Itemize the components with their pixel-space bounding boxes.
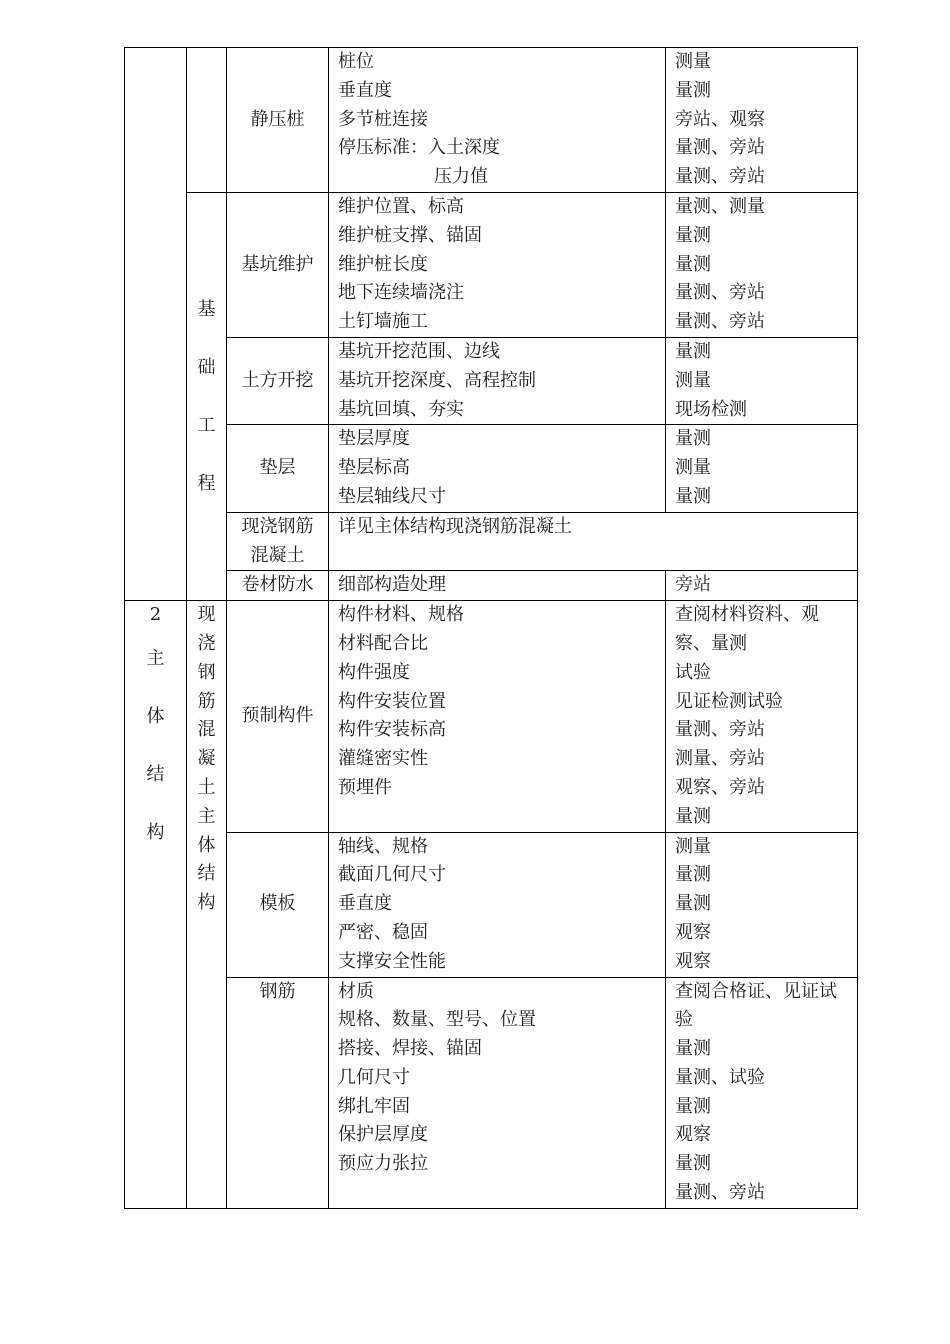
table-row <box>125 192 858 337</box>
method-text: 量测、试验 <box>675 1066 765 1088</box>
method-text: 量测、测量 <box>675 195 765 217</box>
method-text: 量测 <box>675 1153 711 1175</box>
method-text: 量测 <box>675 340 711 362</box>
item-text: 桩位 <box>338 51 374 72</box>
method-text: 量测、旁站 <box>675 311 765 333</box>
method-text: 验 <box>675 1009 693 1031</box>
item-text: 预应力张拉 <box>338 1153 428 1175</box>
items-cell <box>329 832 666 977</box>
item-text: 规格、数量、型号、位置 <box>338 1009 536 1031</box>
method-text: 察、量测 <box>675 632 747 654</box>
method-text: 量测 <box>675 79 711 101</box>
item-text: 多节桩连接 <box>338 108 428 130</box>
item-text: 构件强度 <box>338 661 410 683</box>
group-cell-top <box>187 48 227 193</box>
item-text: 垂直度 <box>338 79 392 101</box>
method-text: 测量 <box>675 457 711 479</box>
items-cell <box>329 192 666 337</box>
category-name: 现浇钢筋 <box>241 515 314 537</box>
item-text: 保护层厚度 <box>338 1124 428 1146</box>
category-cell <box>227 571 329 601</box>
method-text: 试验 <box>675 661 711 683</box>
item-text: 垫层轴线尺寸 <box>338 485 446 507</box>
methods-cell <box>666 977 858 1208</box>
method-text: 观察、旁站 <box>675 776 765 798</box>
section-number: 2 <box>149 604 162 626</box>
group-label-char: 工 <box>197 414 216 436</box>
item-text: 基坑开挖范围、边线 <box>338 340 500 362</box>
category-cell <box>227 512 329 571</box>
method-text: 量测 <box>675 224 711 246</box>
inspection-table-sheet <box>124 47 857 1209</box>
table-row <box>125 425 858 512</box>
method-text: 量测 <box>675 805 711 827</box>
category-cell <box>227 977 329 1208</box>
method-text: 旁站、观察 <box>675 108 765 130</box>
item-text: 维护桩支撑、锚固 <box>338 224 482 246</box>
item-text: 灌缝密实性 <box>338 748 428 770</box>
method-text: 量测、旁站 <box>675 1182 765 1204</box>
sub-group-label-char: 浇 <box>197 632 216 654</box>
method-text: 观察 <box>675 1124 711 1146</box>
sub-group-label-cell <box>187 601 227 1209</box>
method-text: 观察 <box>675 921 711 943</box>
method-text: 量测 <box>675 253 711 275</box>
section-label-char: 构 <box>146 821 165 843</box>
method-text: 观察 <box>675 950 711 972</box>
method-text: 旁站 <box>675 574 711 596</box>
item-text: 构件材料、规格 <box>338 604 464 626</box>
sub-group-label-char: 钢 <box>197 661 216 683</box>
sub-group-label-char: 体 <box>197 834 216 856</box>
group-label-char: 程 <box>197 472 216 494</box>
item-text: 构件安装标高 <box>338 719 446 741</box>
method-text: 现场检测 <box>675 398 747 420</box>
group-label-cell <box>187 192 227 600</box>
sub-group-label-char: 混 <box>197 719 216 741</box>
category-name: 卷材防水 <box>241 574 314 596</box>
item-text: 材料配合比 <box>338 632 428 654</box>
methods-cell <box>666 425 858 512</box>
item-text: 几何尺寸 <box>338 1066 410 1088</box>
group-label-char: 础 <box>197 356 216 378</box>
item-text: 预埋件 <box>338 776 392 798</box>
methods-cell <box>666 571 858 601</box>
method-text: 查阅合格证、见证试 <box>675 980 837 1002</box>
inspection-table <box>124 47 858 1209</box>
method-text: 测量 <box>675 835 711 857</box>
section-label-char: 主 <box>146 647 165 669</box>
category-cell <box>227 48 329 193</box>
table-row <box>125 571 858 601</box>
sub-group-label-char: 土 <box>197 776 216 798</box>
method-text: 见证检测试验 <box>675 690 783 712</box>
items-cell <box>329 571 666 601</box>
method-text: 量测 <box>675 893 711 915</box>
item-text: 垫层标高 <box>338 457 410 479</box>
item-text <box>338 803 665 832</box>
sub-group-label-char: 现 <box>197 604 216 626</box>
empty-number-cell <box>125 48 187 601</box>
method-text: 量测 <box>675 1038 711 1060</box>
item-text: 截面几何尺寸 <box>338 864 446 886</box>
method-text: 量测、旁站 <box>675 719 765 741</box>
method-text: 量测 <box>675 428 711 450</box>
method-text: 测量 <box>675 369 711 391</box>
item-text: 详见主体结构现浇钢筋混凝土 <box>338 515 572 537</box>
items-cell <box>329 48 666 193</box>
methods-cell <box>666 337 858 424</box>
item-text: 严密、稳固 <box>338 921 428 943</box>
category-name: 模板 <box>259 893 296 915</box>
item-text: 构件安装位置 <box>338 690 446 712</box>
category-cell <box>227 832 329 977</box>
method-text: 量测 <box>675 485 711 507</box>
category-name: 静压桩 <box>250 108 305 130</box>
section-number-cell <box>125 601 187 1209</box>
item-text: 材质 <box>338 980 374 1002</box>
table-row <box>125 48 858 193</box>
method-text: 测量、旁站 <box>675 748 765 770</box>
item-text: 土钉墙施工 <box>338 311 428 333</box>
item-text <box>338 1179 665 1208</box>
methods-cell <box>666 832 858 977</box>
items-cell <box>329 977 666 1208</box>
item-text: 轴线、规格 <box>338 835 428 857</box>
methods-cell <box>666 48 858 193</box>
methods-cell <box>666 601 858 832</box>
items-cell <box>329 425 666 512</box>
category-name: 钢筋 <box>259 980 296 1002</box>
method-text: 量测 <box>675 1095 711 1117</box>
sub-group-label-char: 凝 <box>197 748 216 770</box>
table-row <box>125 977 858 1208</box>
section-label-char: 结 <box>146 763 165 785</box>
items-cell <box>329 601 666 832</box>
item-text: 垫层厚度 <box>338 428 410 450</box>
category-name: 预制构件 <box>241 704 314 726</box>
sub-group-label-char: 主 <box>197 805 216 827</box>
category-name: 土方开挖 <box>241 369 314 391</box>
item-text: 基坑回填、夯实 <box>338 398 464 420</box>
method-text: 量测、旁站 <box>675 166 765 188</box>
item-text: 基坑开挖深度、高程控制 <box>338 369 536 391</box>
item-text: 搭接、焊接、锚固 <box>338 1038 482 1060</box>
table-row <box>125 832 858 977</box>
sub-group-label-char: 构 <box>197 892 216 914</box>
sub-group-label-char: 筋 <box>197 690 216 712</box>
table-row <box>125 512 858 571</box>
method-text: 量测 <box>675 864 711 886</box>
item-text: 细部构造处理 <box>338 574 446 596</box>
method-text: 查阅材料资料、观 <box>675 604 819 626</box>
category-cell <box>227 425 329 512</box>
item-text: 垂直度 <box>338 893 392 915</box>
item-text: 地下连续墙浇注 <box>338 282 464 304</box>
category-cell <box>227 192 329 337</box>
items-cell <box>329 512 858 571</box>
method-text: 测量 <box>675 51 711 72</box>
table-row <box>125 337 858 424</box>
item-text: 绑扎牢固 <box>338 1095 410 1117</box>
category-name: 基坑维护 <box>241 253 314 275</box>
sub-group-label-char: 结 <box>197 863 216 885</box>
item-text: 支撑安全性能 <box>338 950 446 972</box>
category-name: 混凝土 <box>250 544 305 566</box>
item-text: 维护桩长度 <box>338 253 428 275</box>
section-label-char: 体 <box>146 705 165 727</box>
group-label-char: 基 <box>197 298 216 320</box>
item-text: 压力值 <box>434 166 488 188</box>
category-name: 垫层 <box>259 457 296 479</box>
item-text: 维护位置、标高 <box>338 195 464 217</box>
items-cell <box>329 337 666 424</box>
table-row <box>125 601 858 832</box>
category-cell <box>227 601 329 832</box>
methods-cell <box>666 192 858 337</box>
category-cell <box>227 337 329 424</box>
method-text: 量测、旁站 <box>675 137 765 159</box>
method-text: 量测、旁站 <box>675 282 765 304</box>
item-text: 停压标准：入土深度 <box>338 137 500 159</box>
